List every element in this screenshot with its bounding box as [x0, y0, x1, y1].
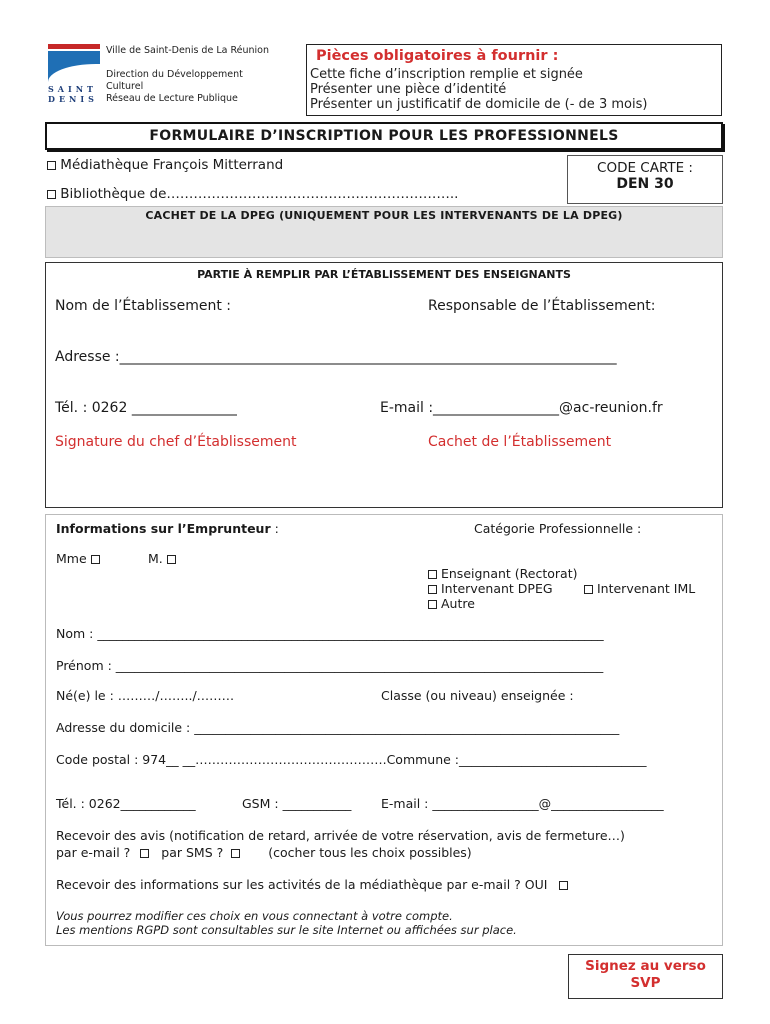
other-checkbox[interactable]: [428, 600, 437, 609]
category-iml: [584, 581, 695, 596]
gsm-field[interactable]: GSM : ___________: [242, 796, 352, 811]
borrower-phone-field[interactable]: Tél. : 0262____________: [56, 796, 196, 811]
logo-word-denis: DENIS: [48, 94, 98, 104]
notices-sms-checkbox[interactable]: [231, 849, 240, 858]
sign-reverse-line2: SVP: [630, 975, 661, 991]
bibliotheque-label: Bibliothèque de………………………………………………………..: [60, 186, 459, 202]
library-option-bibliotheque: [47, 186, 458, 202]
cachet-dpeg-label: CACHET DE LA DPEG (UNIQUEMENT POUR LES INTERVENANTS DE LA DPEG): [145, 209, 623, 222]
notices-email-checkbox[interactable]: [140, 849, 149, 858]
rgpd-note-2: Les mentions RGPD sont consultables sur le site Internet ou affichées sur place.: [56, 923, 517, 937]
sign-reverse-line1: Signez au verso: [585, 958, 706, 974]
rgpd-note-1: Vous pourrez modifier ces choix en vous connectant à votre compte.: [56, 909, 453, 923]
dpeg-label: Intervenant DPEG: [440, 581, 553, 596]
required-doc-item: Cette fiche d’inscription remplie et signée: [310, 67, 583, 82]
borrower-info-suffix: :: [270, 521, 279, 536]
notices-email-label: par e-mail ?: [56, 845, 131, 860]
dpeg-checkbox[interactable]: [428, 585, 437, 594]
mme-label: Mme: [56, 551, 87, 566]
birthdate-field[interactable]: Né(e) le : ………/……../………: [56, 688, 235, 703]
category-dpeg: [428, 581, 553, 596]
other-label: Autre: [440, 596, 475, 611]
mediatheque-label: Médiathèque François Mitterrand: [60, 157, 284, 173]
form-title: FORMULAIRE D’INSCRIPTION POUR LES PROFESSIONNELS: [149, 128, 619, 144]
title-m: [148, 551, 176, 566]
firstname-field[interactable]: Prénom : ______________________________________________________________________________: [56, 658, 604, 673]
home-address-field[interactable]: Adresse du domicile : ____________________________________________________________________: [56, 720, 620, 735]
org-network: Réseau de Lecture Publique: [106, 93, 238, 104]
notices-sms-label: par SMS ?: [161, 845, 224, 860]
org-direction: Direction du Développement: [106, 69, 243, 80]
teacher-label: Enseignant (Rectorat): [440, 566, 578, 581]
title-mme: [56, 551, 100, 566]
city-logo: [48, 44, 100, 104]
category-other: [428, 596, 475, 611]
class-level-field[interactable]: Classe (ou niveau) enseignée :: [381, 688, 574, 703]
establishment-address-field[interactable]: Adresse :_______________________________________________________________________: [55, 349, 617, 365]
activities-checkbox[interactable]: [559, 881, 568, 890]
code-card-label: CODE CARTE :: [597, 160, 693, 176]
library-option-mediatheque: [47, 157, 283, 173]
teacher-checkbox[interactable]: [428, 570, 437, 579]
m-checkbox[interactable]: [167, 555, 176, 564]
code-card-value: DEN 30: [616, 176, 674, 192]
stamp-label: Cachet de l’Établissement: [428, 434, 612, 450]
establishment-name-label[interactable]: Nom de l’Établissement :: [55, 298, 231, 314]
borrower-info-heading: [56, 521, 279, 536]
org-culture: Culturel: [106, 81, 144, 92]
iml-checkbox[interactable]: [584, 585, 593, 594]
logo-band: [48, 44, 100, 49]
bibliotheque-checkbox[interactable]: [47, 190, 56, 199]
signature-label: Signature du chef d’Établissement: [55, 434, 297, 450]
logo-word-saint: SAINT: [48, 84, 97, 94]
sign-reverse-text: [568, 958, 723, 992]
required-docs-title: Pièces obligatoires à fournir :: [316, 48, 559, 64]
borrower-email-field[interactable]: E-mail : _________________@__________________: [381, 796, 664, 811]
activities-option: [56, 877, 568, 892]
borrower-info-label: Informations sur l’Emprunteur: [56, 521, 271, 536]
required-doc-item: Présenter un justificatif de domicile de (- de 3 mois): [310, 97, 648, 112]
category-label: Catégorie Professionnelle :: [474, 521, 642, 536]
mediatheque-checkbox[interactable]: [47, 161, 56, 170]
surname-field[interactable]: Nom : _________________________________________________________________________________: [56, 626, 604, 641]
postal-commune-field[interactable]: Code postal : 974__ __……………………………………….Commune :______________________________: [56, 752, 647, 767]
establishment-title: PARTIE À REMPLIR PAR L’ÉTABLISSEMENT DES ENSEIGNANTS: [197, 268, 571, 281]
notices-text: Recevoir des avis (notification de retard, arrivée de votre réservation, avis de fermeture…): [56, 828, 625, 843]
required-doc-item: Présenter une pièce d’identité: [310, 82, 507, 97]
org-city: Ville de Saint-Denis de La Réunion: [106, 45, 269, 56]
establishment-manager-label[interactable]: Responsable de l’Établissement:: [428, 298, 656, 314]
establishment-phone-field[interactable]: Tél. : 0262 _______________: [55, 400, 237, 416]
activities-label: Recevoir des informations sur les activités de la médiathèque par e-mail ? OUI: [56, 877, 548, 892]
mme-checkbox[interactable]: [91, 555, 100, 564]
notices-options: [56, 845, 472, 860]
m-label: M.: [148, 551, 163, 566]
establishment-email-field[interactable]: E-mail :__________________@ac-reunion.fr: [380, 400, 663, 416]
category-teacher: [428, 566, 577, 581]
iml-label: Intervenant IML: [596, 581, 696, 596]
notices-hint: (cocher tous les choix possibles): [268, 845, 472, 860]
